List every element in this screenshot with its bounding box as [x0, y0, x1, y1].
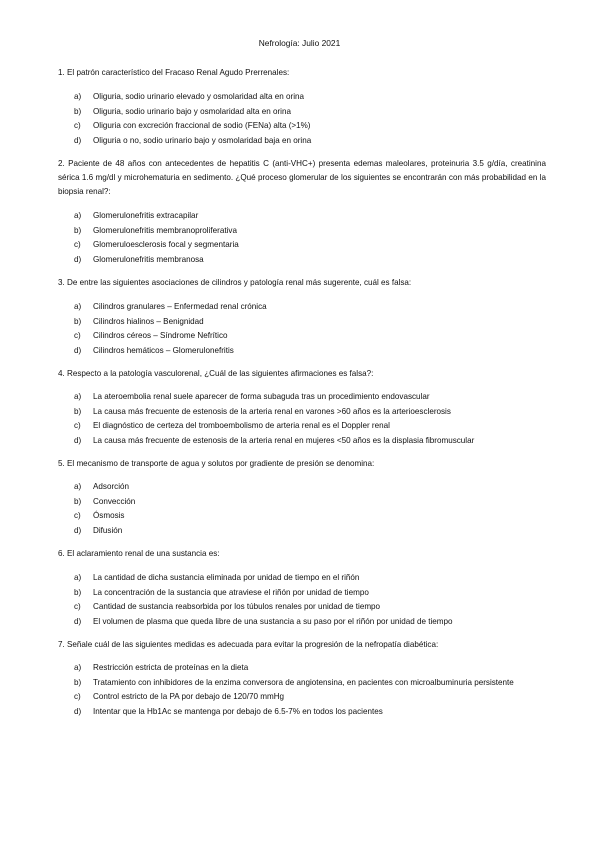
option-letter: d) [74, 135, 82, 145]
option-letter: d) [74, 345, 82, 355]
option-text: Glomeruloesclerosis focal y segmentaria [93, 240, 239, 250]
option-a [74, 390, 550, 405]
option-letter: d) [74, 616, 82, 626]
option-letter: a) [74, 92, 82, 101]
option-letter: a) [74, 482, 82, 491]
option-text: Adsorción [93, 482, 129, 491]
option-text: La ateroembolia renal suele aparecer de forma subaguda tras un procedimiento endovascular [93, 392, 430, 401]
question-stem: 3. De entre las siguientes asociaciones de cilindros y patología renal más sugerente, cuál es falsa: [58, 278, 412, 287]
option-c [74, 600, 550, 615]
option-text: La cantidad de dicha sustancia eliminada por unidad de tiempo en el riñón [93, 573, 360, 582]
question-stem: 6. El aclaramiento renal de una sustancia es: [58, 549, 220, 558]
option-d [74, 434, 550, 449]
question-stem: 7. Señale cuál de las siguientes medidas es adecuada para evitar la progresión de la nefropatía diabética: [58, 640, 439, 649]
option-b [74, 405, 550, 420]
option-d [74, 134, 550, 149]
question-3-stem [58, 276, 546, 290]
option-a [74, 300, 550, 315]
question-7-options [74, 661, 550, 719]
option-text: Intentar que la Hb1Ac se mantenga por debajo de 6.5-7% en todos los pacientes [93, 706, 383, 716]
option-c [74, 119, 550, 134]
option-letter: b) [74, 225, 82, 235]
option-text: Difusión [93, 525, 123, 535]
option-letter: b) [74, 587, 82, 597]
option-letter: b) [74, 677, 82, 687]
question-4-stem [58, 367, 546, 381]
question-1-options [74, 90, 550, 148]
option-letter: a) [74, 573, 82, 582]
option-letter: a) [74, 392, 82, 401]
option-text: Cilindros céreos – Síndrome Nefrítico [93, 331, 228, 341]
option-text: Convección [93, 496, 136, 506]
option-c [74, 509, 550, 524]
option-text: La concentración de la sustancia que atraviese el riñón por unidad de tiempo [93, 587, 369, 597]
option-text: Glomerulonefritis extracapilar [93, 211, 199, 220]
option-c [74, 329, 550, 344]
option-letter: d) [74, 435, 82, 445]
option-text: Tratamiento con inhibidores de la enzima conversora de angiotensina, en pacientes con microalbuminuria persistente [93, 677, 514, 687]
option-text: Ósmosis [93, 511, 125, 521]
option-letter: a) [74, 302, 82, 311]
option-text: Oliguria, sodio urinario bajo y osmolaridad alta en orina [93, 106, 291, 116]
option-b [74, 586, 550, 601]
question-2-options [74, 209, 550, 267]
option-text: Restricción estricta de proteínas en la dieta [93, 663, 249, 672]
option-letter: d) [74, 525, 82, 535]
option-b [74, 105, 550, 120]
option-letter: c) [74, 240, 81, 250]
option-text: La causa más frecuente de estenosis de la arteria renal en mujeres <50 años es la displasia fibromuscular [93, 435, 475, 445]
question-7-stem [58, 638, 546, 652]
option-letter: d) [74, 254, 82, 264]
option-d [74, 253, 550, 268]
option-a [74, 661, 550, 676]
option-d [74, 524, 550, 539]
option-text: La causa más frecuente de estenosis de la arteria renal en varones >60 años es la arterioesclerosis [93, 406, 451, 416]
option-letter: c) [74, 121, 81, 131]
document-title: Nefrología: Julio 2021 [258, 38, 341, 48]
option-text: Cilindros hemáticos – Glomerulonefritis [93, 345, 234, 355]
option-text: Glomerulonefritis membranoproliferativa [93, 225, 237, 235]
option-text: Oliguria con excreción fraccional de sodio (FENa) alta (>1%) [93, 121, 311, 131]
option-text: El volumen de plasma que queda libre de una sustancia a su paso por el riñón por unidad de tiempo [93, 616, 453, 626]
option-letter: a) [74, 663, 82, 672]
option-text: Control estricto de la PA por debajo de 120/70 mmHg [93, 692, 285, 702]
option-letter: d) [74, 706, 82, 716]
question-stem: 1. El patrón característico del Fracaso Renal Agudo Prerrenales: [58, 68, 290, 77]
option-b [74, 315, 550, 330]
option-letter: a) [74, 211, 82, 220]
option-c [74, 238, 550, 253]
option-letter: b) [74, 496, 82, 506]
option-b [74, 495, 550, 510]
option-text: Cilindros hialinos – Benignidad [93, 316, 204, 326]
option-letter: c) [74, 602, 81, 612]
question-6-options [74, 571, 550, 629]
option-c [74, 419, 550, 434]
option-a [74, 209, 550, 224]
question-1-stem [58, 66, 546, 80]
option-letter: c) [74, 331, 81, 341]
option-d [74, 705, 550, 720]
option-c [74, 690, 550, 705]
option-letter: c) [74, 421, 81, 431]
question-stem: 5. El mecanismo de transporte de agua y solutos por gradiente de presión se denomina: [58, 459, 375, 468]
question-stem: 2. Paciente de 48 años con antecedentes de hepatitis C (anti-VHC+) presenta edemas maleolares, proteinuria 3.5 g/día, creatinina sérica 1.6 mg/dl y microhematuria en sedimento. ¿Qué proceso glomerular de los siguientes se encontrarán con más probabilidad en la biopsia renal?: [58, 159, 546, 196]
question-stem: 4. Respecto a la patología vasculorenal, ¿Cuál de las siguientes afirmaciones es falsa?: [58, 369, 374, 378]
question-5-options [74, 480, 550, 538]
option-letter: b) [74, 316, 82, 326]
option-d [74, 615, 550, 630]
option-text: Cantidad de sustancia reabsorbida por los túbulos renales por unidad de tiempo [93, 602, 381, 612]
option-b [74, 224, 550, 239]
question-4-options [74, 390, 550, 448]
option-a [74, 90, 550, 105]
question-5-stem [58, 457, 546, 471]
option-text: Oliguria, sodio urinario elevado y osmolaridad alta en orina [93, 92, 305, 101]
option-letter: b) [74, 406, 82, 416]
option-text: Cilindros granulares – Enfermedad renal crónica [93, 302, 267, 311]
option-text: Glomerulonefritis membranosa [93, 254, 204, 264]
option-letter: b) [74, 106, 82, 116]
option-text: Oliguria o no, sodio urinario bajo y osmolaridad baja en orina [93, 135, 312, 145]
option-text: El diagnóstico de certeza del tromboembolismo de arteria renal es el Doppler renal [93, 421, 390, 431]
option-b [74, 676, 550, 690]
question-6-stem [58, 547, 546, 561]
option-a [74, 480, 550, 495]
option-letter: c) [74, 692, 81, 702]
option-letter: c) [74, 511, 81, 521]
question-2-stem [58, 157, 546, 198]
option-d [74, 344, 550, 359]
option-a [74, 571, 550, 586]
question-3-options [74, 300, 550, 358]
